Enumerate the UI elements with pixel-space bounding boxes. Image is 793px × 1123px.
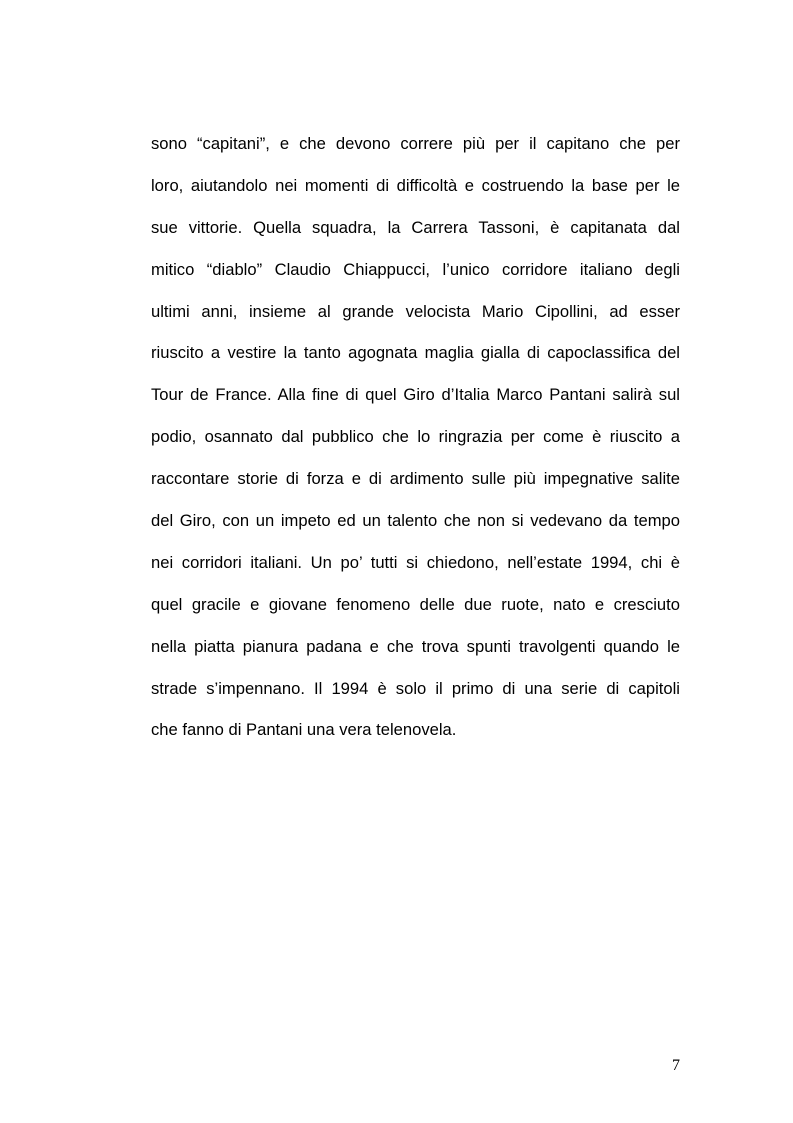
paragraph-line: mitico “diablo” Claudio Chiappucci, l’unico corridore italiano degli xyxy=(151,259,680,279)
paragraph-line: del Giro, con un impeto ed un talento che non si vedevano da tempo xyxy=(151,511,680,531)
paragraph-line: sono “capitani”, e che devono correre più per il capitano che per xyxy=(151,134,680,153)
page-number: 7 xyxy=(672,1057,680,1074)
body-paragraph xyxy=(151,131,680,759)
paragraph-line: nella piatta pianura padana e che trova spunti travolgenti quando le xyxy=(151,636,680,656)
paragraph-line: ultimi anni, insieme al grande velocista Mario Cipollini, ad esser xyxy=(151,301,680,321)
paragraph-line: riuscito a vestire la tanto agognata maglia gialla di capoclassifica del xyxy=(151,343,680,363)
paragraph-line: sue vittorie. Quella squadra, la Carrera Tassoni, è capitanata dal xyxy=(151,217,680,237)
paragraph-line: loro, aiutandolo nei momenti di difficoltà e costruendo la base per le xyxy=(151,175,680,195)
paragraph-line: podio, osannato dal pubblico che lo ringrazia per come è riuscito a xyxy=(151,427,680,447)
paragraph-line: strade s’impennano. Il 1994 è solo il primo di una serie di capitoli xyxy=(151,678,680,698)
paragraph-line: quel gracile e giovane fenomeno delle due ruote, nato e cresciuto xyxy=(151,594,680,614)
paragraph-line: raccontare storie di forza e di ardimento sulle più impegnative salite xyxy=(151,469,680,489)
paragraph-line: nei corridori italiani. Un po’ tutti si chiedono, nell’estate 1994, chi è xyxy=(151,552,680,572)
paragraph-line: Tour de France. Alla fine di quel Giro d’Italia Marco Pantani salirà sul xyxy=(151,385,680,405)
paragraph-line-last: che fanno di Pantani una vera telenovela. xyxy=(151,720,457,740)
